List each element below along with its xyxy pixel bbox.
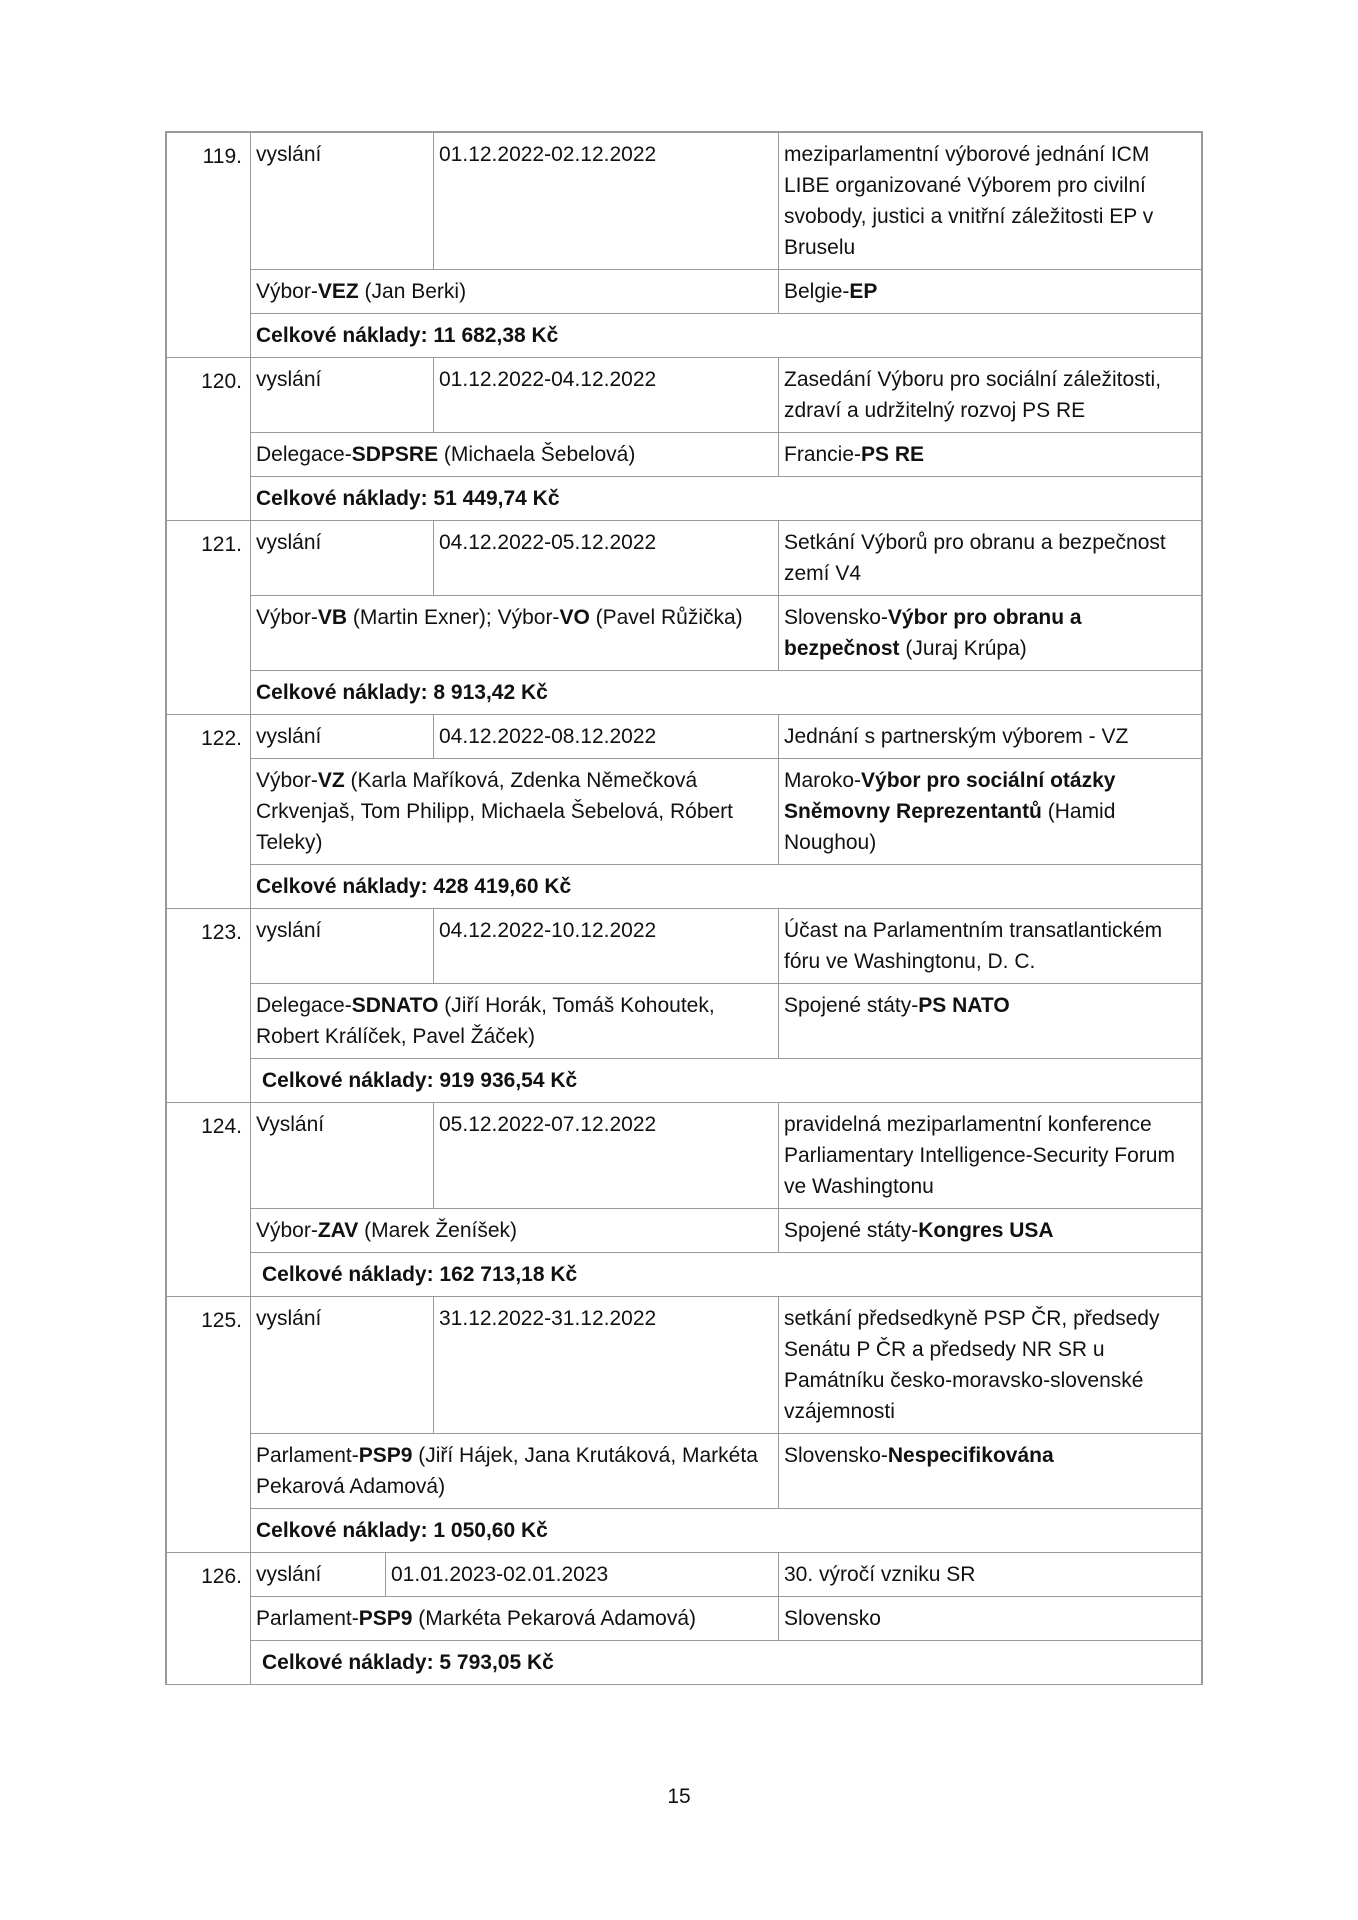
trip-purpose: setkání předsedkyně PSP ČR, předsedy Senátu P ČR a předsedy NR SR u Památníku česko-moravsko-slovenské vzájemnosti	[778, 1297, 1201, 1433]
trip-entry	[165, 1553, 1203, 1685]
entry-body	[251, 1297, 1203, 1552]
entry-number: 119.	[165, 133, 251, 357]
trip-cost-row	[251, 313, 1201, 357]
entry-number: 125.	[165, 1297, 251, 1552]
trip-purpose: pravidelná meziparlamentní konference Parliamentary Intelligence-Security Forum ve Washingtonu	[778, 1103, 1201, 1208]
trip-type: vyslání	[256, 725, 322, 748]
trip-cost-row	[251, 1640, 1201, 1684]
trip-total-cost: Celkové náklady: 11 682,38 Kč	[256, 324, 559, 347]
trip-delegation: Parlament-PSP9 (Jiří Hájek, Jana Krutáková, Markéta Pekarová Adamová)	[256, 1444, 758, 1498]
entry-body	[251, 358, 1203, 520]
trip-participants-row	[251, 1433, 1201, 1508]
trip-cost-row	[251, 1252, 1201, 1296]
trip-main-row	[251, 1297, 1201, 1433]
trip-total-cost: Celkové náklady: 8 913,42 Kč	[256, 681, 548, 704]
entry-body	[251, 715, 1203, 908]
trip-participants-row	[251, 432, 1201, 476]
trip-entry	[165, 909, 1203, 1103]
trip-delegation: Výbor-VZ (Karla Maříková, Zdenka Němečková Crkvenjaš, Tom Philipp, Michaela Šebelová, Róbert Teleky)	[256, 769, 734, 854]
trip-destination: Spojené státy-PS NATO	[778, 984, 1201, 1058]
trip-main-row	[251, 715, 1201, 758]
trip-purpose: Účast na Parlamentním transatlantickém fóru ve Washingtonu, D. C.	[778, 909, 1201, 983]
trip-dates: 01.01.2023-02.01.2023	[385, 1553, 778, 1596]
trip-purpose: Jednání s partnerským výborem - VZ	[778, 715, 1201, 758]
trip-destination: Francie-PS RE	[778, 433, 1201, 476]
entry-number: 120.	[165, 358, 251, 520]
entry-body	[251, 1553, 1203, 1684]
trip-type: vyslání	[256, 143, 322, 166]
entry-body	[251, 1103, 1203, 1296]
entry-number: 123.	[165, 909, 251, 1102]
trip-participants-row	[251, 1596, 1201, 1640]
trips-table	[165, 131, 1203, 1685]
trip-main-row	[251, 909, 1201, 983]
trip-purpose: Setkání Výborů pro obranu a bezpečnost zemí V4	[778, 521, 1201, 595]
trip-entry	[165, 131, 1203, 358]
entry-number: 124.	[165, 1103, 251, 1296]
trip-main-row	[251, 521, 1201, 595]
trip-total-cost: Celkové náklady: 428 419,60 Kč	[256, 875, 572, 898]
trip-cost-row	[251, 1508, 1201, 1552]
entry-number: 122.	[165, 715, 251, 908]
trip-participants-row	[251, 758, 1201, 864]
trip-type: Vyslání	[256, 1113, 325, 1136]
trip-delegation: Parlament-PSP9 (Markéta Pekarová Adamová)	[256, 1607, 697, 1630]
trip-destination: Belgie-EP	[778, 270, 1201, 313]
trip-entry	[165, 521, 1203, 715]
trip-entry	[165, 715, 1203, 909]
trip-participants-row	[251, 983, 1201, 1058]
trip-type: vyslání	[256, 1307, 322, 1330]
trip-destination: Slovensko-Výbor pro obranu a bezpečnost (Juraj Krúpa)	[778, 596, 1201, 670]
trip-cost-row	[251, 670, 1201, 714]
trip-delegation: Delegace-SDNATO (Jiří Horák, Tomáš Kohoutek, Robert Králíček, Pavel Žáček)	[256, 994, 715, 1048]
trip-purpose: 30. výročí vzniku SR	[778, 1553, 1201, 1596]
trip-total-cost: Celkové náklady: 1 050,60 Kč	[256, 1519, 548, 1542]
trip-cost-row	[251, 1058, 1201, 1102]
entry-body	[251, 909, 1203, 1102]
trip-participants-row	[251, 1208, 1201, 1252]
trip-destination: Slovensko	[778, 1597, 1201, 1640]
trip-main-row	[251, 133, 1201, 269]
trip-delegation: Výbor-VB (Martin Exner); Výbor-VO (Pavel Růžička)	[256, 606, 743, 629]
trip-main-row	[251, 358, 1201, 432]
trip-delegation: Delegace-SDPSRE (Michaela Šebelová)	[256, 443, 636, 466]
entry-number: 121.	[165, 521, 251, 714]
trip-cost-row	[251, 476, 1201, 520]
page-number: 15	[667, 1785, 691, 1808]
trip-cost-row	[251, 864, 1201, 908]
trip-type: vyslání	[256, 1563, 322, 1586]
trip-dates: 04.12.2022-05.12.2022	[433, 521, 778, 595]
entry-body	[251, 133, 1203, 357]
trip-participants-row	[251, 269, 1201, 313]
trip-dates: 01.12.2022-04.12.2022	[433, 358, 778, 432]
trip-total-cost: Celkové náklady: 162 713,18 Kč	[262, 1263, 578, 1286]
trip-main-row	[251, 1103, 1201, 1208]
trip-participants-row	[251, 595, 1201, 670]
trip-delegation: Výbor-VEZ (Jan Berki)	[256, 280, 467, 303]
trip-total-cost: Celkové náklady: 5 793,05 Kč	[262, 1651, 554, 1674]
trip-destination: Slovensko-Nespecifikována	[778, 1434, 1201, 1508]
trip-main-row	[251, 1553, 1201, 1596]
trip-dates: 04.12.2022-08.12.2022	[433, 715, 778, 758]
trip-purpose: meziparlamentní výborové jednání ICM LIBE organizované Výborem pro civilní svobody, justici a vnitřní záležitosti EP v Bruselu	[778, 133, 1201, 269]
trip-dates: 01.12.2022-02.12.2022	[433, 133, 778, 269]
trip-type: vyslání	[256, 531, 322, 554]
trip-entry	[165, 1103, 1203, 1297]
entry-number: 126.	[165, 1553, 251, 1684]
trip-destination: Maroko-Výbor pro sociální otázky Sněmovny Reprezentantů (Hamid Noughou)	[778, 759, 1201, 864]
trip-dates: 04.12.2022-10.12.2022	[433, 909, 778, 983]
trip-destination: Spojené státy-Kongres USA	[778, 1209, 1201, 1252]
entry-body	[251, 521, 1203, 714]
trip-delegation: Výbor-ZAV (Marek Ženíšek)	[256, 1219, 518, 1242]
trip-dates: 05.12.2022-07.12.2022	[433, 1103, 778, 1208]
trip-type: vyslání	[256, 368, 322, 391]
trip-total-cost: Celkové náklady: 919 936,54 Kč	[262, 1069, 578, 1092]
trip-total-cost: Celkové náklady: 51 449,74 Kč	[256, 487, 560, 510]
trip-entry	[165, 1297, 1203, 1553]
trip-type: vyslání	[256, 919, 322, 942]
trip-dates: 31.12.2022-31.12.2022	[433, 1297, 778, 1433]
trip-entry	[165, 358, 1203, 521]
trip-purpose: Zasedání Výboru pro sociální záležitosti, zdraví a udržitelný rozvoj PS RE	[778, 358, 1201, 432]
